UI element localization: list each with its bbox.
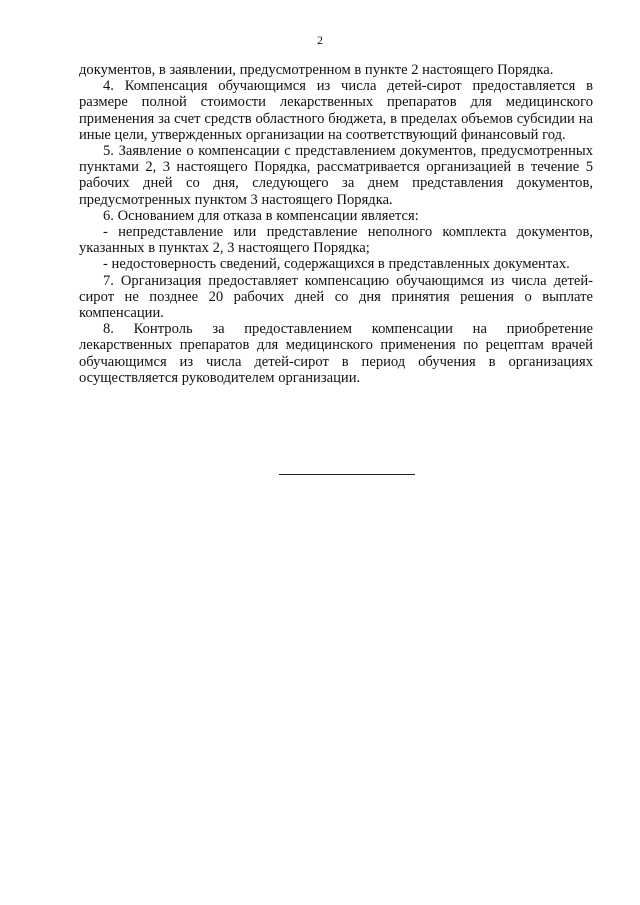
document-body (79, 62, 593, 386)
paragraph-item-6-bullet-1: - непредставление или представление неполного комплекта документов, указанных в пунктах 2, 3 настоящего Порядка; (79, 224, 593, 257)
paragraph-item-5: 5. Заявление о компенсации с представлением документов, предусмотренных пунктами 2, 3 настоящего Порядка, рассматривается организацией в течение 5 рабочих дней со дня, следующего за днем представления документов, предусмотренных пунктом 3 настоящего Порядка. (79, 143, 593, 208)
paragraph-continuation: документов, в заявлении, предусмотренном в пункте 2 настоящего Порядка. (79, 62, 554, 78)
paragraph-item-4: 4. Компенсация обучающимся из числа детей-сирот предоставляется в размере полной стоимости лекарственных препаратов для медицинского применения за счет средств областного бюджета, в пределах объемов субсидии на иные цели, утвержденных организации на соответствующий финансовый год. (79, 78, 593, 143)
paragraph-item-6: 6. Основанием для отказа в компенсации является: (103, 207, 419, 224)
paragraph-item-7: 7. Организация предоставляет компенсацию обучающимся из числа детей-сирот не позднее 20 рабочих дней со дня принятия решения о выплате компенсации. (79, 272, 593, 322)
page-number: 2 (317, 33, 323, 47)
paragraph-item-8: 8. Контроль за предоставлением компенсации на приобретение лекарственных препаратов для медицинского применения по рецептам врачей обучающимся из числа детей-сирот в период обучения в организациях осуществляется руководителем организации. (79, 321, 593, 386)
paragraph-item-6-bullet-2: - недостоверность сведений, содержащихся в представленных документах. (103, 256, 570, 273)
end-divider-line (279, 474, 415, 475)
